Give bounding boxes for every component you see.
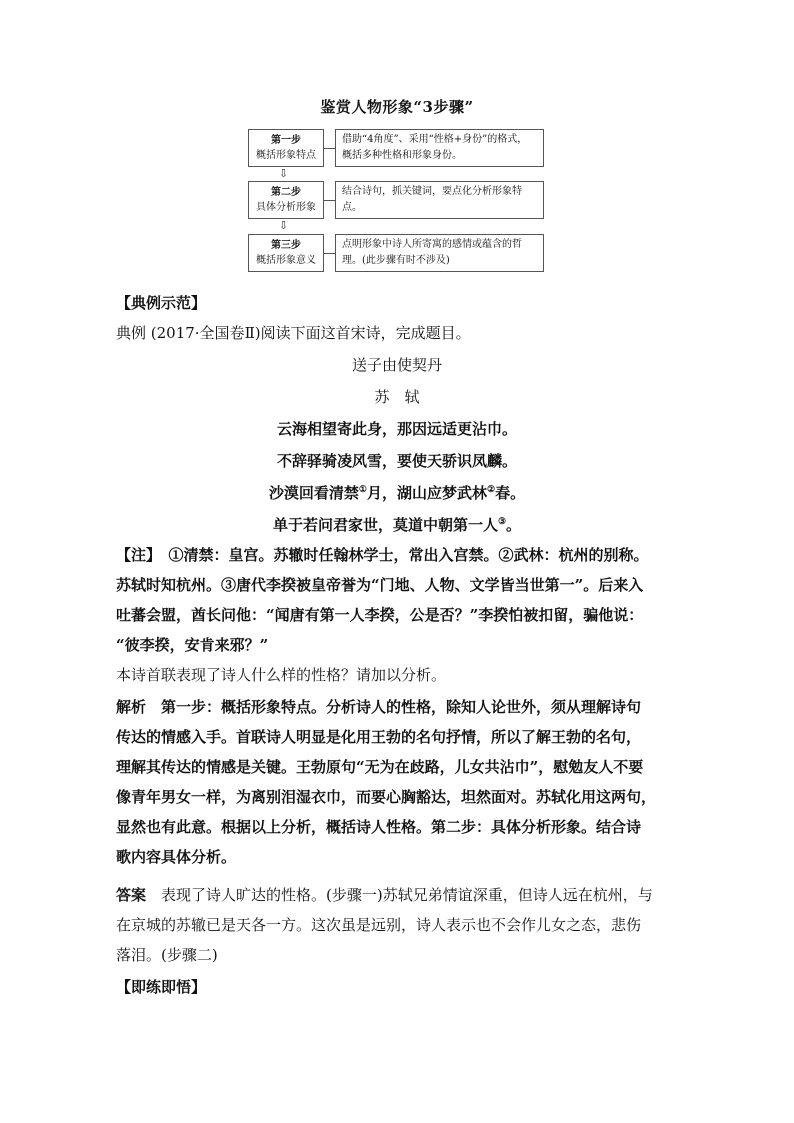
answer-line-3: 落泪。(步骤二) — [116, 946, 218, 964]
step-3-box — [248, 234, 324, 272]
note-line-1 — [116, 540, 682, 570]
poem-line-3-b: 月，湖山应梦武林 — [366, 484, 487, 502]
analysis-line-3: 理解其传达的情感是关键。王勃原句“无为在歧路，儿女共沾巾”，慰勉友人不要 — [116, 758, 644, 776]
note-mark-1: ① — [358, 485, 367, 495]
step-1-connector — [324, 148, 335, 149]
example-intro: 典例 (2017·全国卷Ⅱ)阅读下面这首宋诗，完成题目。 — [116, 324, 471, 342]
poem-line-2: 不辞驿骑凌风雪，要使天骄识凤麟。 — [276, 452, 517, 470]
poem-line-4-text: 单于若问君家世，莫道中朝第一人 — [272, 516, 498, 534]
poem-line-1: 云海相望寄此身，那因远适更沾巾。 — [276, 420, 517, 438]
analysis-line-4: 像青年男女一样，为离别泪湿衣巾，而要心胸豁达，坦然面对。苏轼化用这两句， — [116, 788, 657, 806]
poem-line-3-a: 沙漠回看清禁 — [268, 484, 359, 502]
answer-label: 答案 — [116, 886, 147, 904]
poem-line-3 — [0, 482, 794, 503]
step-1-box — [248, 129, 324, 167]
answer-line-1 — [116, 880, 682, 910]
analysis-line-5: 显然也有此意。根据以上分析，概括诗人性格。第二步：具体分析形象。结合诗 — [116, 818, 642, 836]
answer-text-1: 表现了诗人旷达的性格。(步骤一)苏轼兄弟情谊深重，但诗人远在杭州，与 — [146, 886, 653, 904]
step-2-box — [248, 181, 324, 219]
note-line-3: 吐蕃会盟，酋长问他：“闻唐有第一人李揆，公是否？”李揆怕被扣留，骗他说： — [116, 606, 644, 624]
poem-author: 苏 轼 — [374, 388, 420, 406]
step-3-desc: 概括形象意义 — [256, 255, 316, 266]
page-title: 鉴赏人物形象“3步骤” — [320, 98, 474, 116]
step-1-desc: 概括形象特点 — [256, 150, 316, 161]
step-2-connector — [324, 200, 335, 201]
step-1-name: 第一步 — [271, 135, 301, 146]
down-arrow-icon: ⇩ — [279, 219, 289, 232]
step-2-text: 结合诗句，抓关键词，要点化分析形象特点。 — [335, 181, 544, 219]
analysis-text-1: 第一步：概括形象特点。分析诗人的性格，除知人论世外，须从理解诗句 — [146, 698, 642, 716]
down-arrow-icon: ⇩ — [279, 167, 289, 180]
analysis-line-2: 传达的情感入手。首联诗人明显是化用王勃的名句抒情，所以了解王勃的名句， — [116, 728, 642, 746]
note-block — [116, 540, 682, 660]
analysis-line-1 — [116, 692, 682, 722]
poem-line-3-c: 春。 — [495, 484, 526, 502]
steps-flowchart — [248, 129, 548, 279]
note-line-4: “彼李揆，安肯来邪？” — [116, 636, 269, 654]
analysis-line-6: 歌内容具体分析。 — [116, 848, 237, 866]
step-3-text: 点明形象中诗人所寄寓的感情或蕴含的哲理。(此步骤有时不涉及) — [335, 234, 544, 272]
note-label: 【注】 — [116, 546, 154, 564]
step-3-connector — [324, 253, 335, 254]
question: 本诗首联表现了诗人什么样的性格？请加以分析。 — [116, 666, 447, 684]
step-2-desc: 具体分析形象 — [256, 202, 316, 213]
note-text-1: ①清禁：皇宫。苏辙时任翰林学士，常出入宫禁。②武林：杭州的别称。 — [168, 546, 649, 564]
note-mark-2: ② — [487, 485, 496, 495]
answer-block — [116, 880, 682, 970]
note-mark-3: ③ — [497, 517, 507, 527]
poem-line-4: 单于若问君家世，莫道中朝第一人③。 — [272, 516, 522, 534]
step-2-name: 第二步 — [271, 187, 301, 198]
answer-line-2: 在京城的苏辙已是天各一方。这次虽是远别，诗人表示也不会作儿女之态，悲伤 — [116, 916, 642, 934]
analysis-label: 解析 — [116, 698, 147, 716]
step-1-text: 借助“4角度”、采用“性格+身份”的格式，概括多种性格和形象身份。 — [335, 129, 544, 167]
note-line-2: 苏轼时知杭州。③唐代李揆被皇帝誉为“门地、人物、文学皆当世第一”。后来入 — [116, 576, 644, 594]
step-3-name: 第三步 — [271, 240, 301, 251]
example-header: 【典例示范】 — [116, 294, 207, 312]
practice-header: 【即练即悟】 — [116, 978, 207, 996]
analysis-block — [116, 692, 682, 872]
poem-title: 送子由使契丹 — [351, 356, 442, 374]
